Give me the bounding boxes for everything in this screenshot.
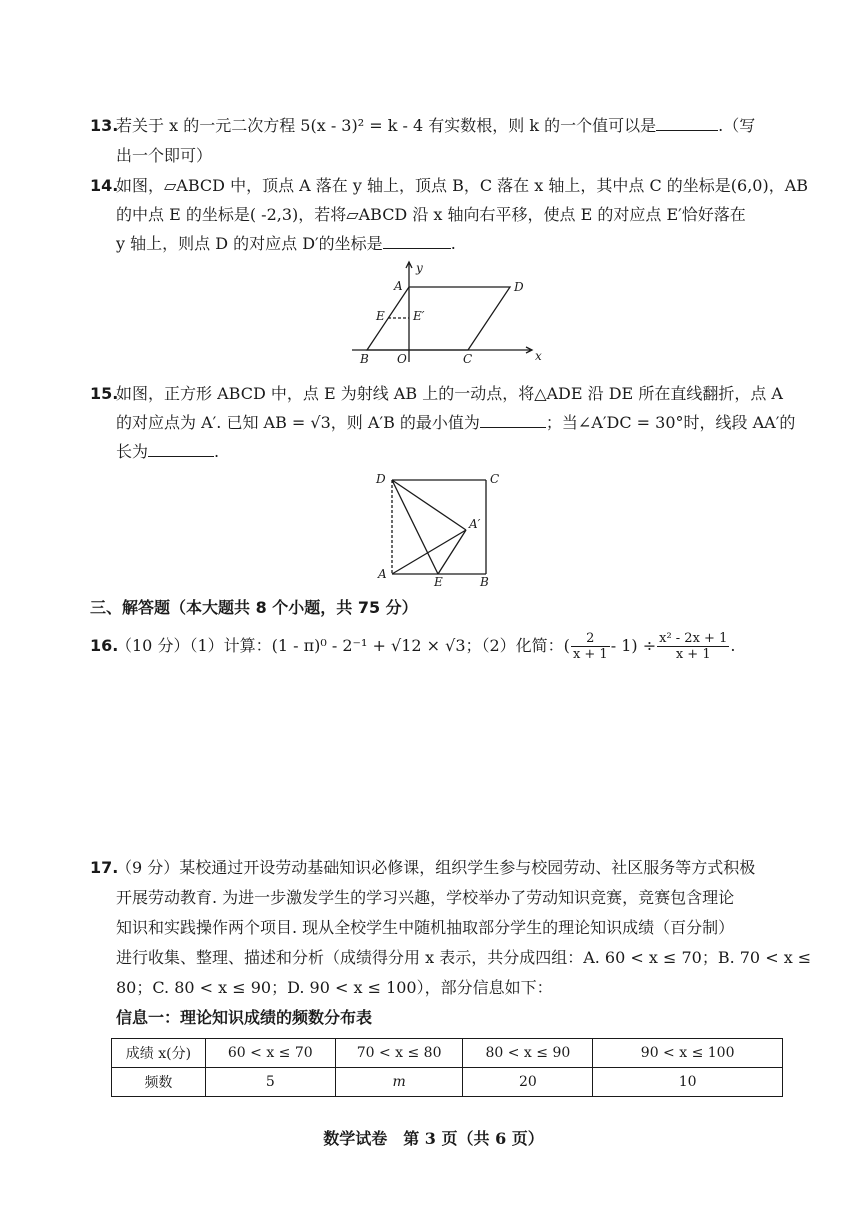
q16-fraction-2-denominator: x + 1 (675, 647, 711, 662)
q14-label-x: x (535, 349, 542, 363)
table-cell: 频数 (112, 1068, 206, 1097)
q15-line3-end: . (214, 442, 220, 461)
q17-line2: 开展劳动教育. 为进一步激发学生的学习兴趣，学校举办了劳动知识竞赛，竞赛包含理论 (116, 888, 735, 907)
table-cell: 5 (205, 1068, 335, 1097)
q17-number: 17. (90, 858, 119, 877)
table-header-cell: 70 < x ≤ 80 (335, 1039, 463, 1068)
q14-label-E: E (376, 309, 385, 323)
q15-label-D: D (376, 472, 386, 486)
section-3-title: 三、解答题（本大题共 8 个小题，共 75 分） (90, 598, 418, 617)
q14-label-y: y (416, 261, 423, 275)
q14-figure (350, 258, 550, 368)
q14-line1: 如图，▱ABCD 中，顶点 A 落在 y 轴上，顶点 B，C 落在 x 轴上，其中点 C 的坐标是(6,0)，AB (116, 176, 809, 195)
q14-number: 14. (90, 176, 119, 195)
q16-end: . (730, 636, 736, 655)
q15-label-E: E (434, 575, 443, 588)
q16-part1: （10 分）（1）计算：(1 - π)⁰ - 2⁻¹ + √12 × √3；（2）化简：( (116, 636, 570, 655)
q16-text (116, 628, 735, 664)
q13-text (116, 116, 755, 136)
q14-label-B: B (360, 352, 369, 366)
q15-label-C: C (490, 472, 500, 486)
q13-line2: 出一个即可） (116, 146, 213, 165)
q13-line1: 若关于 x 的一元二次方程 5(x - 3)² = k - 4 有实数根，则 k 的一个值可以是 (116, 116, 657, 135)
table-cell: 10 (593, 1068, 783, 1097)
q15-label-A-prime: A′ (469, 517, 481, 531)
q16-fraction-1-numerator: 2 (571, 631, 610, 647)
q13-number: 13. (90, 116, 119, 135)
q16-fraction-1-denominator: x + 1 (572, 647, 608, 662)
q15-number: 15. (90, 384, 119, 403)
q16-fraction-2 (657, 631, 729, 662)
q15-figure (370, 468, 506, 588)
q14-answer-blank (383, 234, 451, 249)
table-cell: 20 (463, 1068, 593, 1097)
q14-line3-text: y 轴上，则点 D 的对应点 D′的坐标是 (116, 234, 383, 253)
page-footer: 数学试卷 第 3 页（共 6 页） (323, 1129, 544, 1148)
table-header-cell: 成绩 x(分) (112, 1039, 206, 1068)
q15-label-A: A (378, 567, 387, 581)
q16-part2: - 1) ÷ (610, 636, 657, 655)
q15-line3-text: 长为 (116, 442, 149, 461)
q14-label-A: A (394, 279, 403, 293)
q17-line5: 80；C. 80 < x ≤ 90；D. 90 < x ≤ 100），部分信息如下： (116, 978, 553, 997)
q14-line3 (116, 234, 456, 254)
q14-label-C: C (463, 352, 473, 366)
q14-line2: 的中点 E 的坐标是( -2,3)，若将▱ABCD 沿 x 轴向右平移，使点 E 的对应点 E′恰好落在 (116, 205, 746, 224)
table-cell: m (335, 1068, 463, 1097)
q16-number: 16. (90, 636, 119, 655)
q13-line1-end: .（写 (718, 116, 756, 135)
q15-line2b: ；当∠A′DC = 30°时，线段 AA′的 (545, 413, 796, 432)
table-header-cell: 90 < x ≤ 100 (593, 1039, 783, 1068)
q17-line4: 进行收集、整理、描述和分析（成绩得分用 x 表示，共分成四组：A. 60 < x ≤ 70；B. 70 < x ≤ (116, 948, 812, 967)
q15-line2 (116, 413, 795, 433)
q14-label-O: O (397, 352, 407, 366)
q15-answer-blank-2 (148, 442, 214, 457)
frequency-table (111, 1038, 783, 1097)
table-row (112, 1068, 783, 1097)
table-header-cell: 80 < x ≤ 90 (463, 1039, 593, 1068)
table-header-row (112, 1039, 783, 1068)
q15-line1: 如图，正方形 ABCD 中，点 E 为射线 AB 上的一动点，将△ADE 沿 DE 所在直线翻折，点 A (116, 384, 783, 403)
q16-fraction-2-numerator: x² - 2x + 1 (659, 631, 728, 646)
q14-line3-end: . (450, 234, 456, 253)
table-header-cell: 60 < x ≤ 70 (205, 1039, 335, 1068)
q13-answer-blank (656, 116, 718, 131)
q17-line1: （9 分）某校通过开设劳动基础知识必修课，组织学生参与校园劳动、社区服务等方式积极 (116, 858, 756, 877)
q14-label-D: D (514, 280, 524, 294)
q15-line2a: 的对应点为 A′. 已知 AB = √3，则 A′B 的最小值为 (116, 413, 480, 432)
q16-fraction-1 (571, 631, 610, 662)
q14-label-E-prime: E′ (413, 309, 425, 323)
q17-info1-title: 信息一：理论知识成绩的频数分布表 (116, 1008, 373, 1027)
q15-line3 (116, 442, 219, 462)
q17-line3: 知识和实践操作两个项目. 现从全校学生中随机抽取部分学生的理论知识成绩（百分制） (116, 918, 735, 937)
q15-answer-blank-1 (480, 413, 546, 428)
q15-label-B: B (480, 575, 489, 588)
